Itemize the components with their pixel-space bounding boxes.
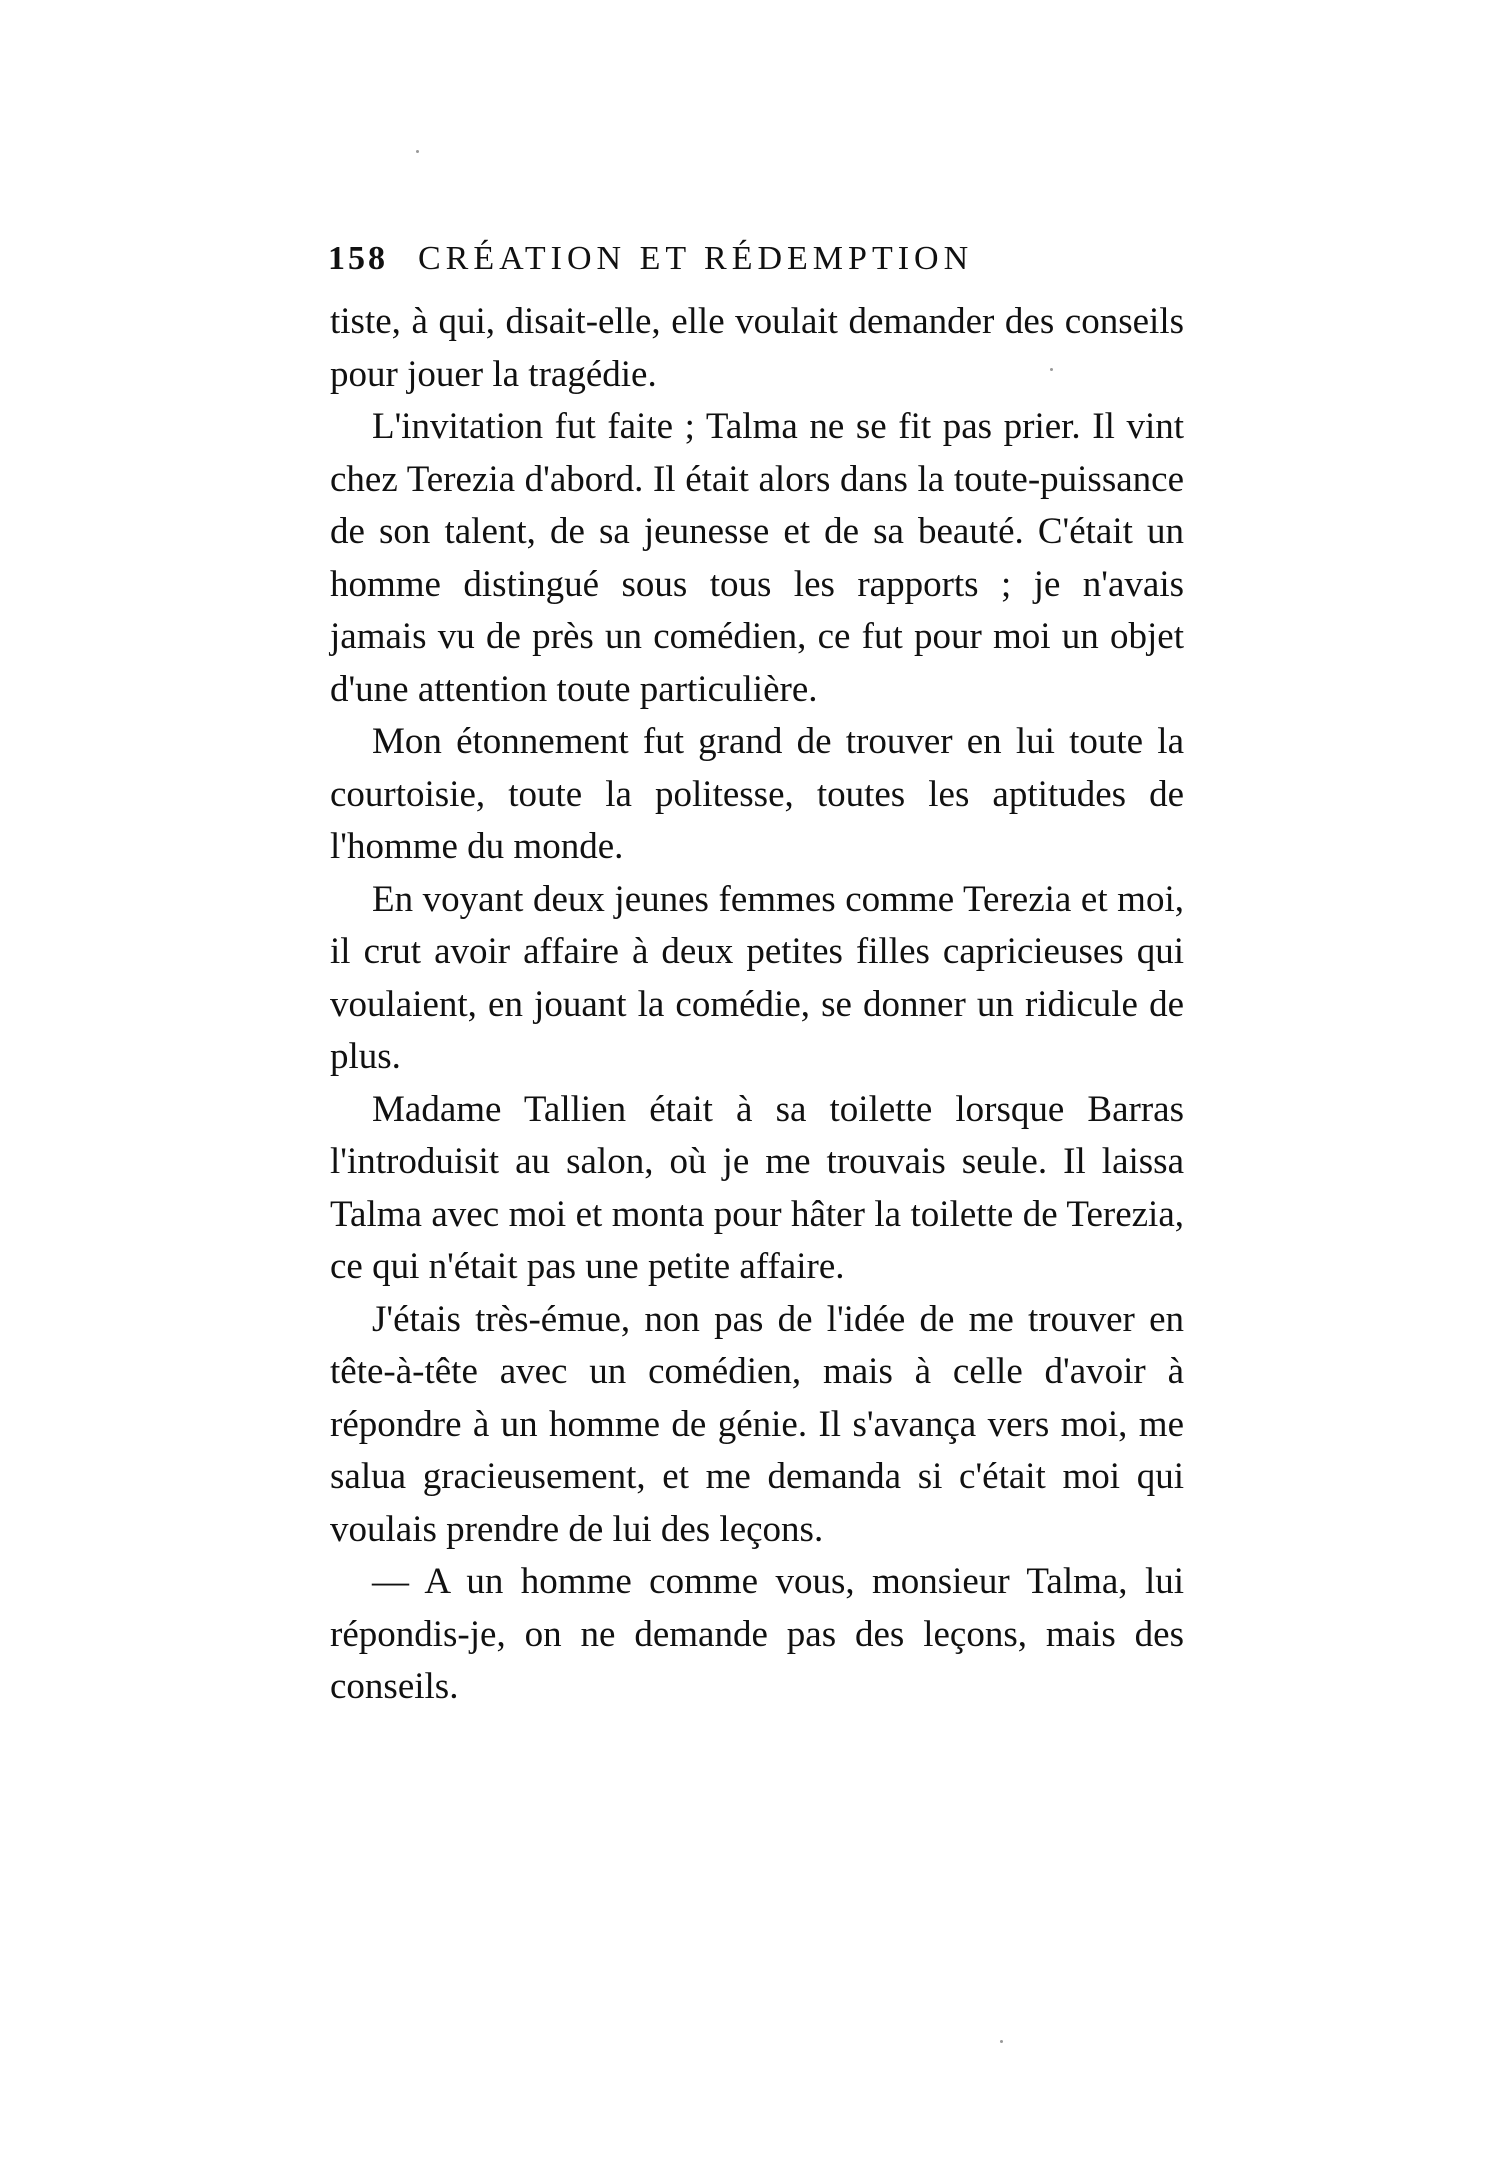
body-text <box>330 296 1184 1714</box>
paragraph: En voyant deux jeunes femmes comme Terezia et moi, il crut avoir affaire à deux petites filles capricieuses qui voulaient, en jouant la comédie, se donner un ridicule de plus. <box>330 878 1184 1077</box>
paragraph: L'invitation fut faite ; Talma ne se fit pas prier. Il vint chez Terezia d'abord. Il était alors dans la toute-puissance de son talent, de sa jeunesse et de sa beauté. C'était un homme distingué sous tous les rapports ; je n'avais jamais vu de près un comédien, ce fut pour moi un objet d'une attention toute particulière. <box>330 406 1184 710</box>
paragraph: J'étais très-émue, non pas de l'idée de me trouver en tête-à-tête avec un comédien, mais à celle d'avoir à répondre à un homme de génie. Il s'avança vers moi, me salua gracieusement, et me demanda si c'était moi qui voulais prendre de lui des leçons. <box>330 1298 1184 1550</box>
paragraph: Madame Tallien était à sa toilette lorsque Barras l'introduisit au salon, où je me trouvais seule. Il laissa Talma avec moi et monta pour hâter la toilette de Terezia, ce qui n'était pas une petite affaire. <box>330 1088 1184 1287</box>
paragraph: tiste, à qui, disait-elle, elle voulait demander des conseils pour jouer la tragédie. <box>330 301 1184 395</box>
page-header <box>328 240 1068 280</box>
scan-speck <box>1000 2040 1003 2043</box>
scan-speck <box>1050 368 1053 371</box>
page-number: 158 <box>328 240 388 277</box>
paragraph: — A un homme comme vous, monsieur Talma, lui répondis-je, on ne demande pas des leçons, mais des conseils. <box>330 1561 1184 1707</box>
scan-speck <box>416 150 419 153</box>
running-title: CRÉATION ET RÉDEMPTION <box>418 240 974 277</box>
paragraph: Mon étonnement fut grand de trouver en lui toute la courtoisie, toute la politesse, toutes les aptitudes de l'homme du monde. <box>330 721 1184 867</box>
